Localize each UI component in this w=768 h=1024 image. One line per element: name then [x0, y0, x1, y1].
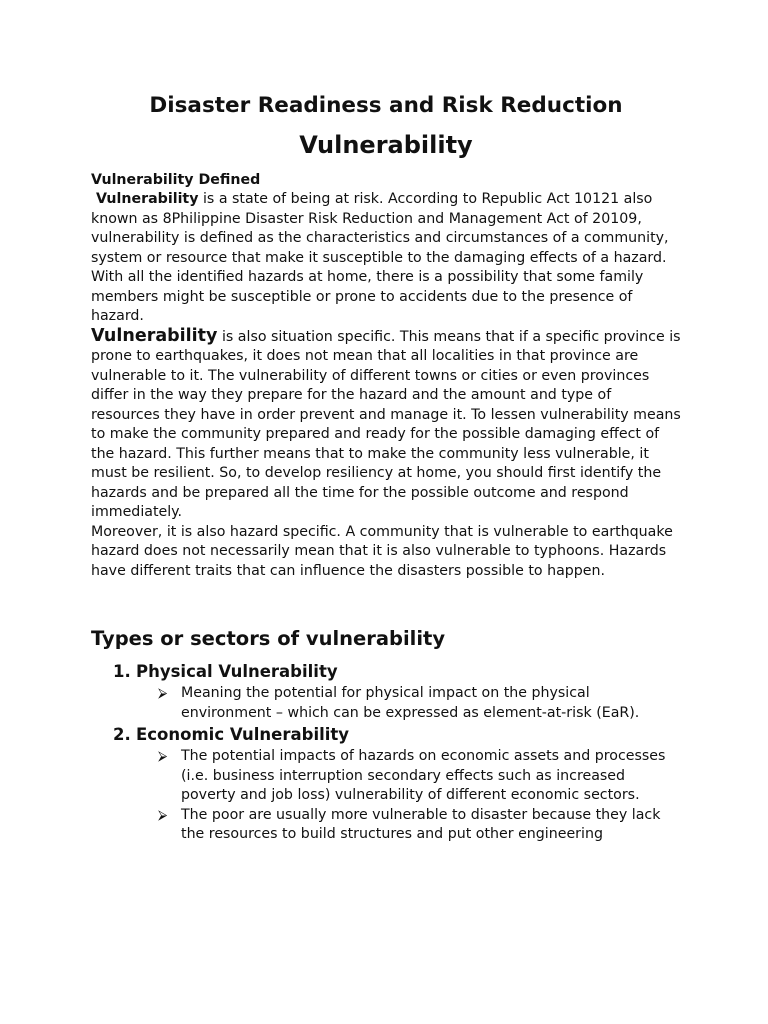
paragraph-situation-specific — [91, 327, 681, 523]
arrow-bullet-icon: ⮚ — [158, 807, 168, 823]
paragraph-definition — [91, 190, 681, 327]
list-number: 2. — [113, 725, 131, 744]
bullet-list — [136, 747, 681, 845]
bullet-list — [136, 684, 681, 723]
arrow-bullet-icon: ⮚ — [158, 686, 168, 701]
paragraph-text: is also situation specific. This means that if a specific province is prone to earthquakes, it does not mean that all localities in that province are vulnerable to it. The vulnerability of different towns or cities or even provinces differ in the way they prepare for the hazard and the amount and type of resources they have in order prevent and manage it. To lessen vulnerability means to make the community prepared and ready for the possible damaging effect of the hazard. This further means that to make the community less vulnerable, it must be resilient. So, to develop resiliency at home, you should first identify the hazards and be prepared all the time for the possible outcome and respond immediately. — [91, 328, 681, 520]
bullet-item: ⮚ The potential impacts of hazards on economic assets and processes (i.e. business interruption secondary effects such as increased poverty and job loss) vulnerability of different economic sectors. — [158, 748, 666, 803]
types-list — [91, 660, 681, 845]
list-number: 1. — [113, 662, 131, 681]
paragraph-text: is a state of being at risk. According to Republic Act 10121 also known as 8Philippine Disaster Risk Reduction and Management Act of 20109, vulnerability is defined as the characteristics and circumstances of a community, system or resource that make it susceptible to the damaging effects of a hazard. With all the identified hazards at home, there is a possibility that some family members might be susceptible or prone to accidents due to the presence of hazard. — [91, 191, 669, 324]
document-title: Disaster Readiness and Risk Reduction — [149, 93, 623, 118]
bullet-item: ⮚ Meaning the potential for physical impact on the physical environment – which can be expressed as element-at-risk (EaR). — [158, 685, 640, 721]
paragraph-lead: Vulnerability — [91, 325, 218, 346]
types-section-heading: Types or sectors of vulnerability — [91, 627, 446, 650]
vulnerability-defined-heading: Vulnerability Defined — [91, 172, 261, 188]
list-item — [91, 660, 681, 723]
paragraph-hazard-specific: Moreover, it is also hazard specific. A community that is vulnerable to earthquake hazard does not necessarily mean that it is also vulnerable to typhoons. Hazards have different traits that can influence the disasters possible to happen. — [91, 523, 673, 579]
document-page — [91, 90, 681, 845]
bullet-item: ⮚ The poor are usually more vulnerable to disaster because they lack the resources to build structures and put other engineering — [158, 806, 661, 842]
arrow-bullet-icon: ⮚ — [158, 749, 168, 764]
document-subtitle: Vulnerability — [299, 131, 473, 159]
paragraph-lead: Vulnerability — [95, 191, 199, 207]
type-title: Physical Vulnerability — [136, 662, 338, 681]
type-title: Economic Vulnerability — [136, 725, 350, 744]
list-item — [91, 723, 681, 845]
